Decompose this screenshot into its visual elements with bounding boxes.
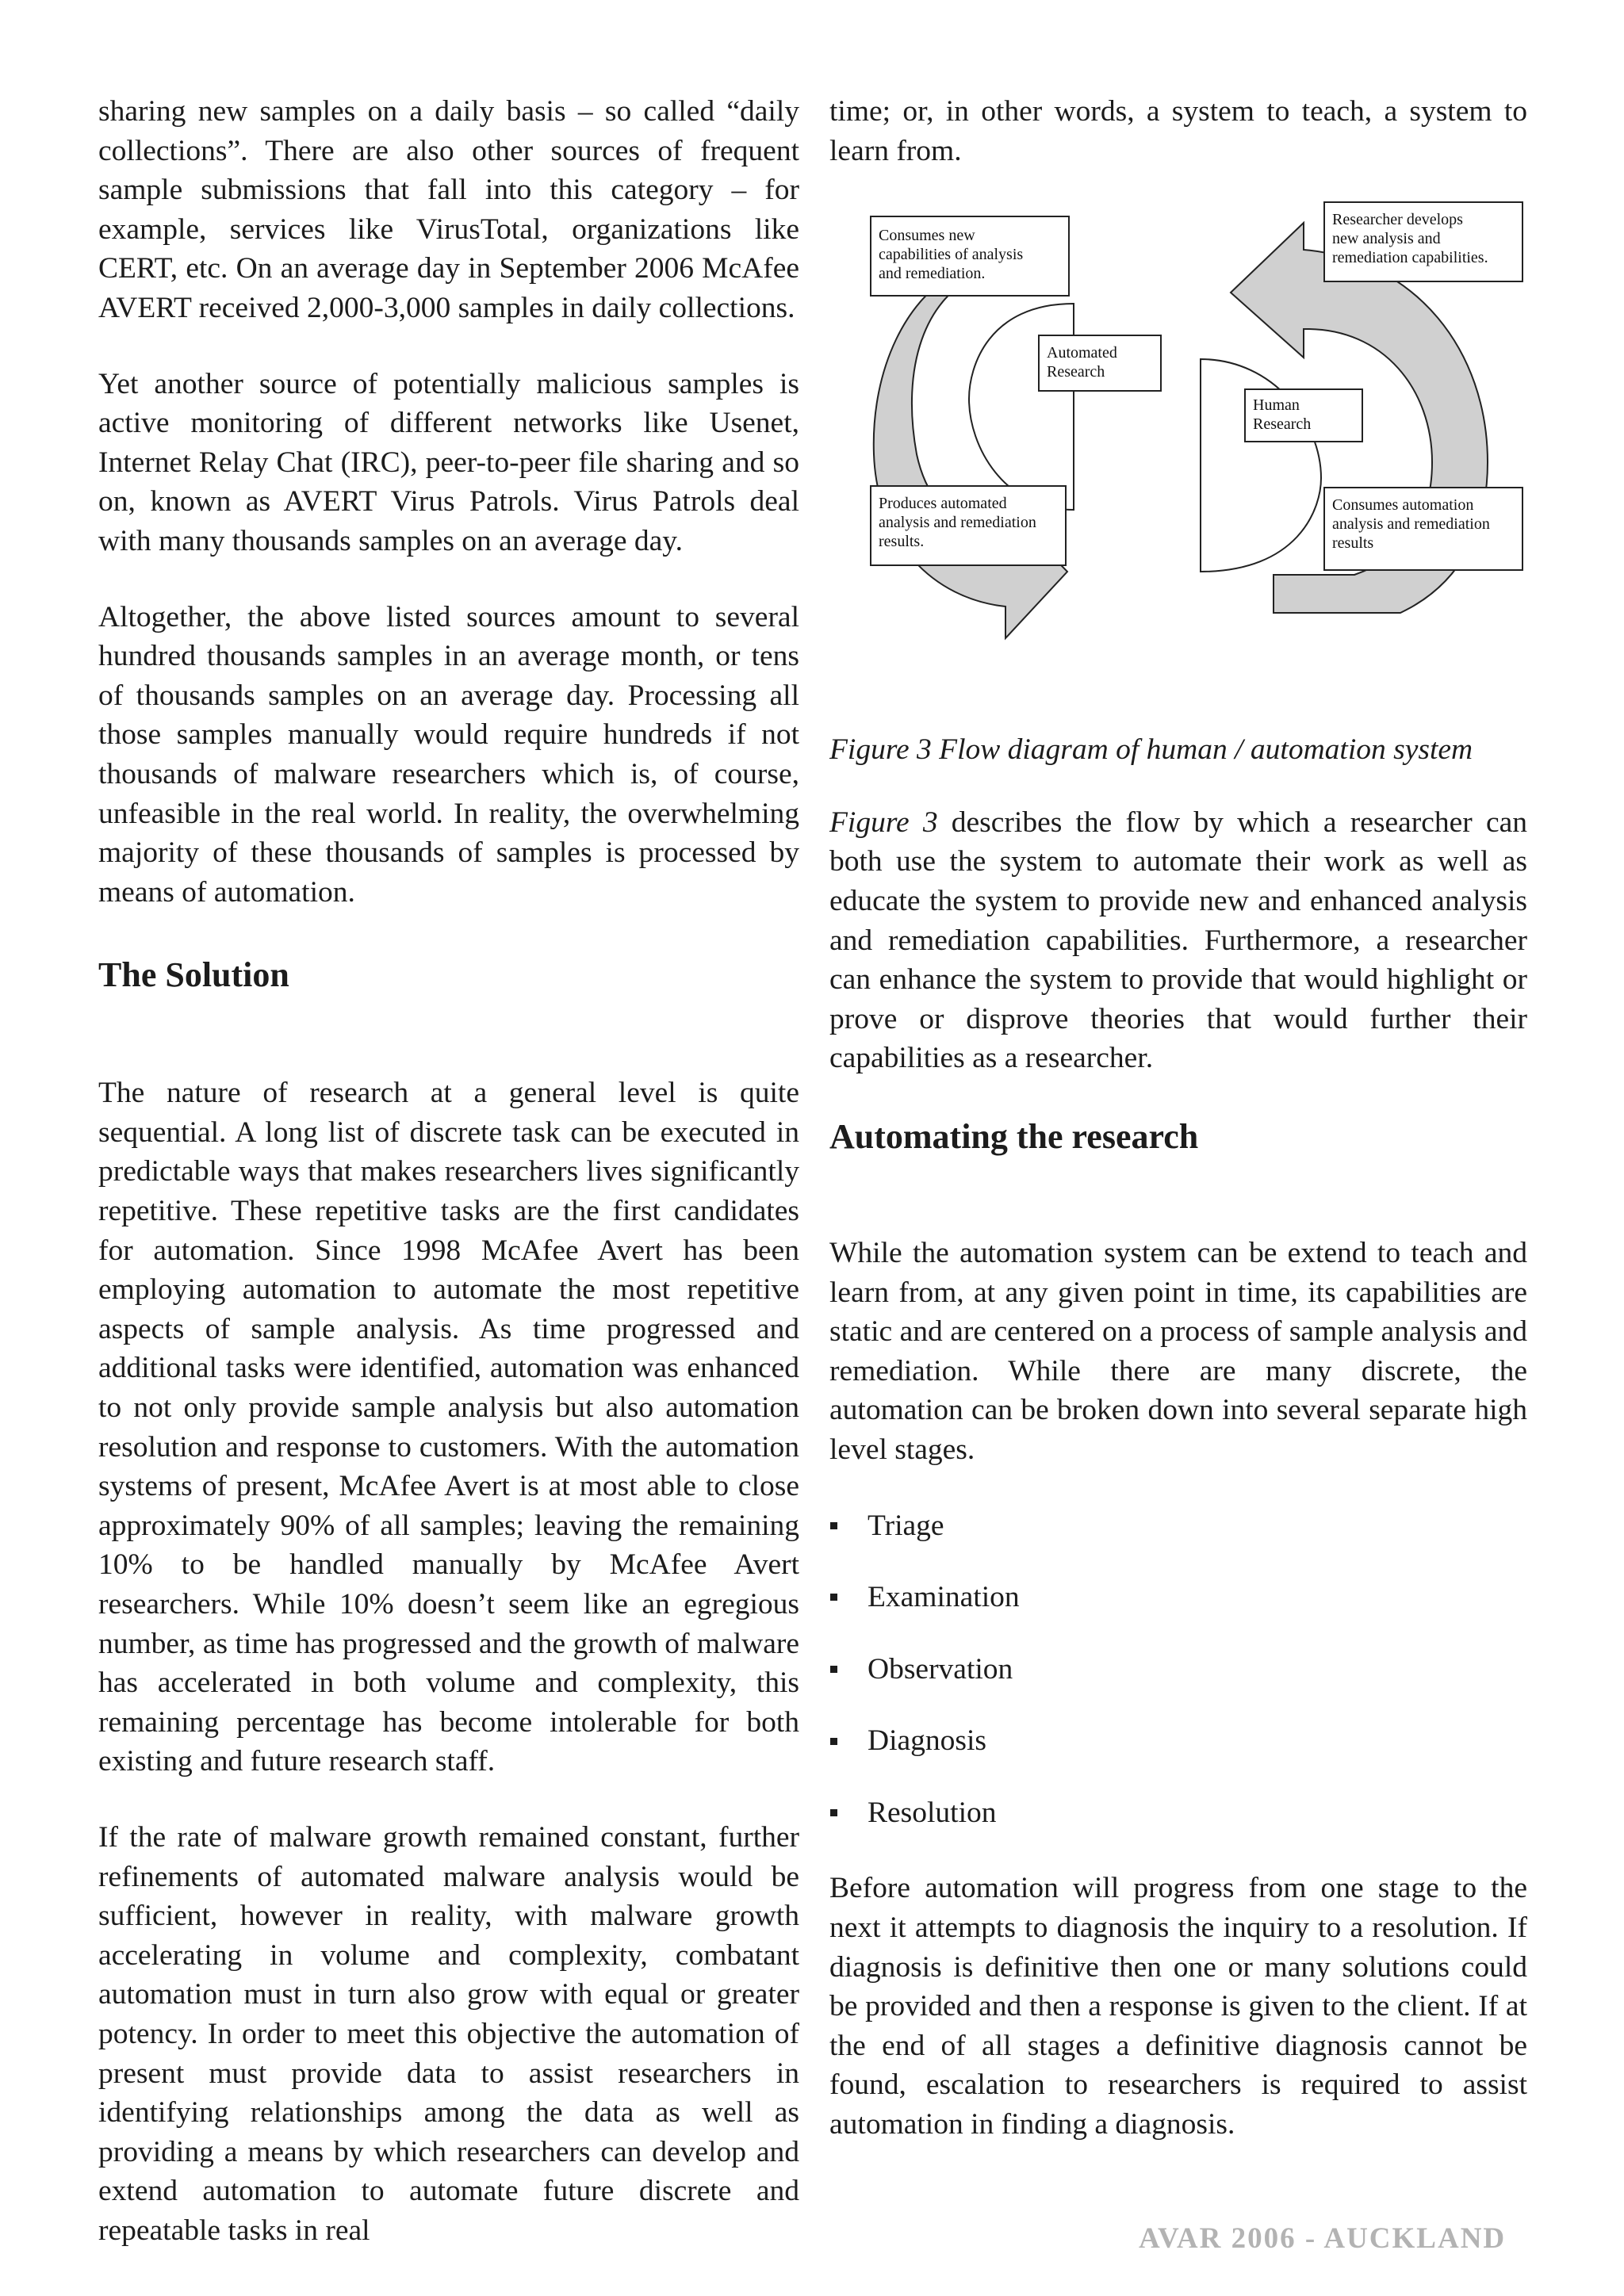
bullet-icon: [830, 1594, 837, 1601]
paragraph-nature-of-research: The nature of research at a general level is quite sequential. A long list of discrete task can be executed in predictable ways that makes researchers lives significantly repetitive. These repetitive tasks are the first candidates for automation. Since 1998 McAfee Avert has been employing automation to automate the most repetitive aspects of sample analysis. As time progressed and additional tasks were identified, automation was enhanced to not only provide sample analysis but also automation resolution and response to customers. With the automation systems of present, McAfee Avert is at most able to close approximately 90% of all samples; leaving the remaining 10% to be handled manually by McAfee Avert researchers. While 10% doesn’t seem like an egregious number, as time has progressed and the growth of malware has accelerated in both volume and complexity, this remaining percentage has become intolerable for both existing and future research staff.: [98, 1077, 799, 1778]
svg-text:Researcher developsnew analysi: Researcher develops new analysis and remediation capabilities.: [1332, 211, 1488, 267]
figure-caption: Figure 3 Flow diagram of human / automation system: [829, 733, 1473, 767]
list-item: Examination: [829, 1578, 1527, 1617]
svg-text:Consumes newcapabilities of an: Consumes new capabilities of analysis and remediation.: [879, 227, 1024, 283]
flow-diagram: [829, 193, 1527, 724]
svg-text:Consumes automationanalysis an: Consumes automation analysis and remediation results: [1332, 496, 1490, 553]
paragraph-sample-volume: Altogether, the above listed sources amount to several hundred thousands samples in an average month, or tens of thousands samples on an average day. Processing all those samples manually would require hundreds if not thousands of malware researchers which is, of course, unfeasible in the real world. In reality, the overwhelming majority of these thousands of samples is processed by means of automation.: [98, 600, 799, 909]
figure-reference: Figure 3: [829, 806, 938, 839]
box1-line1: Consumes new: [879, 227, 975, 245]
paragraph-figure-description: Figure 3 describes the flow by which a researcher can both use the system to automate their work as well as educate the system to provide new and enhanced analysis and remediation capabilities. Furthermore, a researcher can enhance the system to provide that would highlight or prove or disprove theories that would further their capabilities as a researcher.: [829, 806, 1528, 1075]
paragraph-virus-patrols: Yet another source of potentially malicious samples is active monitoring of different networks like Usenet, Internet Relay Chat (IRC), peer-to-peer file sharing and so on, known as AVERT Virus Patrols. Virus Patrols deal with many thousands samples on an average day.: [98, 367, 799, 557]
page-footer: AVAR 2006 - AUCKLAND: [1139, 2222, 1507, 2255]
bullet-icon: [830, 1522, 837, 1529]
list-item: Observation: [829, 1650, 1527, 1689]
flow-diagram-svg: [829, 193, 1527, 724]
paragraph-malware-growth: If the rate of malware growth remained constant, further refinements of automated malware analysis would be sufficient, however in reality, with malware growth accelerating in volume and complexity, combatant automation must in turn also grow with equal or greater potency. In order to meet this objective the automation of present must provide data to assist researchers in identifying relationships among the data as well as providing a means by which researchers can develop and extend automation to automate future discrete and repeatable tasks in real: [98, 1820, 799, 2247]
bullet-icon: [830, 1809, 837, 1816]
paragraph-teach-learn: time; or, in other words, a system to teach, a system to learn from.: [829, 95, 1527, 167]
heading-automating-research: Automating the research: [829, 1116, 1199, 1156]
paragraph-diagnosis: Before automation will progress from one stage to the next it attempts to diagnosis the inquiry to a resolution. If diagnosis is definitive then one or many solutions could be provided and then a response is given to the client. If at the end of all stages a definitive diagnosis cannot be found, escalation to researchers is required to assist automation in finding a diagnosis.: [829, 1872, 1527, 2141]
list-item: Resolution: [829, 1793, 1527, 1833]
bullet-icon: [830, 1666, 837, 1673]
paragraph-automation-stages: While the automation system can be extend to teach and learn from, at any given point in time, its capabilities are static and are centered on a process of sample analysis and remediation. While there are many discrete, the automation can be broken down into several separate high level stages.: [829, 1236, 1527, 1466]
stages-list: [829, 1506, 1527, 1833]
list-item: Triage: [829, 1506, 1527, 1546]
right-column: [829, 92, 1527, 2181]
svg-text:Produces automatedanalysis and: Produces automated analysis and remediation results.: [879, 495, 1036, 551]
svg-text:HumanResearch: Human Research: [1253, 396, 1312, 434]
svg-text:AutomatedResearch: Automated Research: [1047, 344, 1117, 381]
left-column: [98, 92, 799, 2287]
list-item: Diagnosis: [829, 1721, 1527, 1761]
paragraph-daily-collections: sharing new samples on a daily basis – so called “daily collections”. There are also other sources of frequent sample submissions that fall into this category – for example, services like VirusTotal, organizations like CERT, etc. On an average day in September 2006 McAfee AVERT received 2,000-3,000 samples in daily collections.: [98, 95, 799, 324]
bullet-icon: [830, 1738, 837, 1745]
heading-the-solution: The Solution: [98, 955, 289, 995]
